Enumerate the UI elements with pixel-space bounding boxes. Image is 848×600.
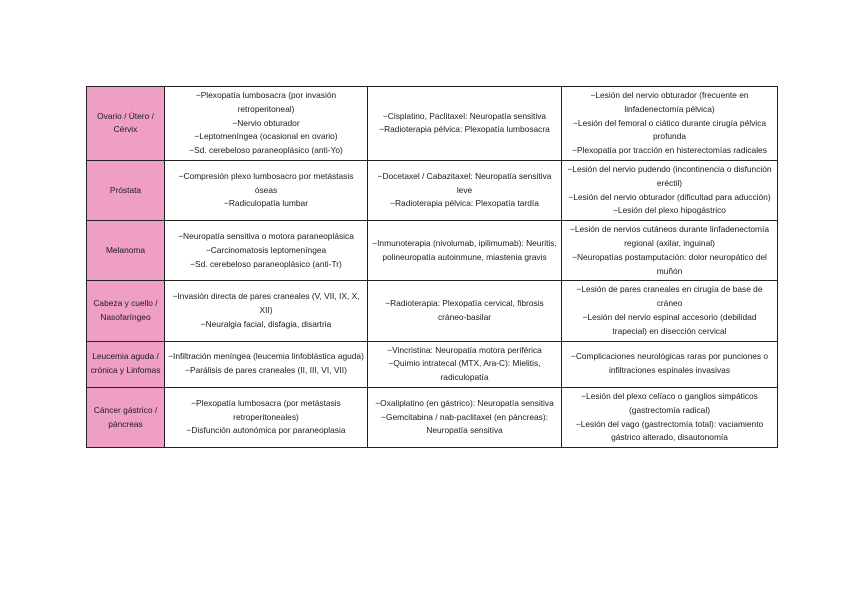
table-row bbox=[87, 341, 778, 387]
direct-involvement-cell bbox=[165, 221, 368, 281]
cell-line: −Lesión del plexo celíaco o ganglios simpáticos (gastrectomía radical) bbox=[581, 390, 758, 415]
cell-line: −Lesión del nervio pudendo (incontinencia o disfunción eréctil) bbox=[567, 163, 772, 188]
cancer-type-cell: Cáncer gástrico / páncreas bbox=[87, 387, 165, 447]
direct-involvement-cell bbox=[165, 387, 368, 447]
cell-line: −Radioterapia pélvica: Plexopatía tardía bbox=[390, 198, 539, 209]
cell-line: −Cisplatino, Paclitaxel: Neuropatía sensitiva bbox=[382, 110, 547, 121]
cell-line: −Inmunoterapia (nivolumab, ipilimumab): Neuritis, polineuropatía autoinmune, miastenia gravis bbox=[372, 237, 557, 262]
cell-line: −Radioterapia: Plexopatía cervical, fibrosis cráneo-basilar bbox=[385, 298, 544, 322]
cell-line: −Parálisis de pares craneales (II, III, VI, VII) bbox=[185, 365, 347, 376]
direct-involvement-cell bbox=[165, 160, 368, 220]
surgical-complication-cell bbox=[562, 341, 778, 387]
cell-line: −Invasión directa de pares craneales (V, VII, IX, X, XII) bbox=[172, 291, 360, 316]
direct-involvement-cell bbox=[165, 87, 368, 161]
surgical-complication-cell bbox=[562, 281, 778, 341]
cell-line: −Gemcitabina / nab-paclitaxel (en páncreas): Neuropatía sensitiva bbox=[381, 411, 548, 436]
cell-line: −Lesión del nervio obturador (frecuente en linfadenectomía pélvica) bbox=[590, 90, 749, 114]
treatment-toxicity-cell bbox=[368, 160, 562, 220]
surgical-complication-cell bbox=[562, 160, 778, 220]
cell-line: −Quimio intratecal (MTX, Ara-C): Mielitis, radiculopatía bbox=[388, 358, 541, 383]
cell-line: −Lesión del femoral o ciático durante cirugía pélvica profunda bbox=[573, 117, 766, 142]
cancer-type-cell: Próstata bbox=[87, 160, 165, 220]
surgical-complication-cell bbox=[562, 221, 778, 281]
cell-line: −Lesión del plexo hipogástrico bbox=[613, 205, 726, 216]
treatment-toxicity-cell bbox=[368, 387, 562, 447]
treatment-toxicity-cell bbox=[368, 87, 562, 161]
cell-line: −Complicaciones neurológicas raras por punciones o infiltraciones espinales invasivas bbox=[570, 351, 769, 376]
cell-line: −Docetaxel / Cabazitaxel: Neuropatía sensitiva leve bbox=[377, 170, 552, 195]
cell-line: −Lesión de pares craneales en cirugía de base de cráneo bbox=[576, 284, 763, 309]
cell-line: −Radiculopatía lumbar bbox=[223, 198, 309, 209]
cell-line: −Compresión plexo lumbosacro por metástasis óseas bbox=[178, 170, 354, 195]
cell-line: −Vincristina: Neuropatía motora periférica bbox=[387, 344, 542, 355]
cell-line: −Sd. cerebeloso paraneoplásico (anti-Yo) bbox=[189, 145, 343, 156]
table-row bbox=[87, 387, 778, 447]
cell-line: −Oxaliplatino (en gástrico): Neuropatía sensitiva bbox=[375, 397, 554, 408]
surgical-complication-cell bbox=[562, 87, 778, 161]
cell-line: −Disfunción autonómica por paraneoplasia bbox=[186, 425, 346, 436]
cell-line: −Plexopatía por tracción en histerectomías radicales bbox=[572, 145, 767, 156]
direct-involvement-cell bbox=[165, 341, 368, 387]
table-row bbox=[87, 281, 778, 341]
cell-line: −Plexopatía lumbosacra (por metástasis retroperitoneales) bbox=[191, 397, 341, 422]
cell-line: −Infiltración meníngea (leucemia linfoblástica aguda) bbox=[168, 351, 364, 362]
cell-line: −Leptomeníngea (ocasional en ovario) bbox=[194, 131, 338, 142]
cancer-type-cell: Leucemia aguda / crónica y Linfomas bbox=[87, 341, 165, 387]
table-row bbox=[87, 160, 778, 220]
cell-line: −Neuropatía sensitiva o motora paraneoplásica bbox=[178, 231, 354, 242]
cell-line: −Radioterapia pélvica: Plexopatía lumbosacra bbox=[379, 124, 550, 135]
cancer-type-cell: Cabeza y cuello / Nasofaríngeo bbox=[87, 281, 165, 341]
table-body bbox=[87, 87, 778, 448]
table-row bbox=[87, 87, 778, 161]
direct-involvement-cell bbox=[165, 281, 368, 341]
surgical-complication-cell bbox=[562, 387, 778, 447]
table-row bbox=[87, 221, 778, 281]
cell-line: −Lesión del vago (gastrectomía total): vaciamiento gástrico alterado, disautonomía bbox=[575, 418, 764, 443]
treatment-toxicity-cell bbox=[368, 341, 562, 387]
cell-line: −Carcinomatosis leptomeníngea bbox=[205, 244, 327, 255]
cell-line: −Lesión del nervio obturador (dificultad para aducción) bbox=[568, 191, 771, 202]
cell-line: −Neuropatías postamputación: dolor neuropático del muñón bbox=[572, 251, 767, 276]
cell-line: −Plexopatía lumbosacra (por invasión retroperitoneal) bbox=[195, 90, 337, 114]
treatment-toxicity-cell bbox=[368, 281, 562, 341]
treatment-toxicity-cell bbox=[368, 221, 562, 281]
cancer-type-cell: Ovario / Útero / Cérvix bbox=[87, 87, 165, 161]
cell-line: −Sd. cerebeloso paraneoplásico (anti-Tr) bbox=[190, 258, 342, 269]
cell-line: −Lesión de nervios cutáneos durante linfadenectomía regional (axilar, inguinal) bbox=[569, 224, 770, 248]
cell-line: −Nervio obturador bbox=[232, 117, 300, 128]
cell-line: −Neuralgia facial, disfagia, disartria bbox=[200, 318, 332, 329]
cancer-type-cell: Melanoma bbox=[87, 221, 165, 281]
cell-line: −Lesión del nervio espinal accesorio (debilidad trapecial) en disección cervical bbox=[582, 311, 757, 336]
neurological-complications-table bbox=[86, 86, 778, 448]
